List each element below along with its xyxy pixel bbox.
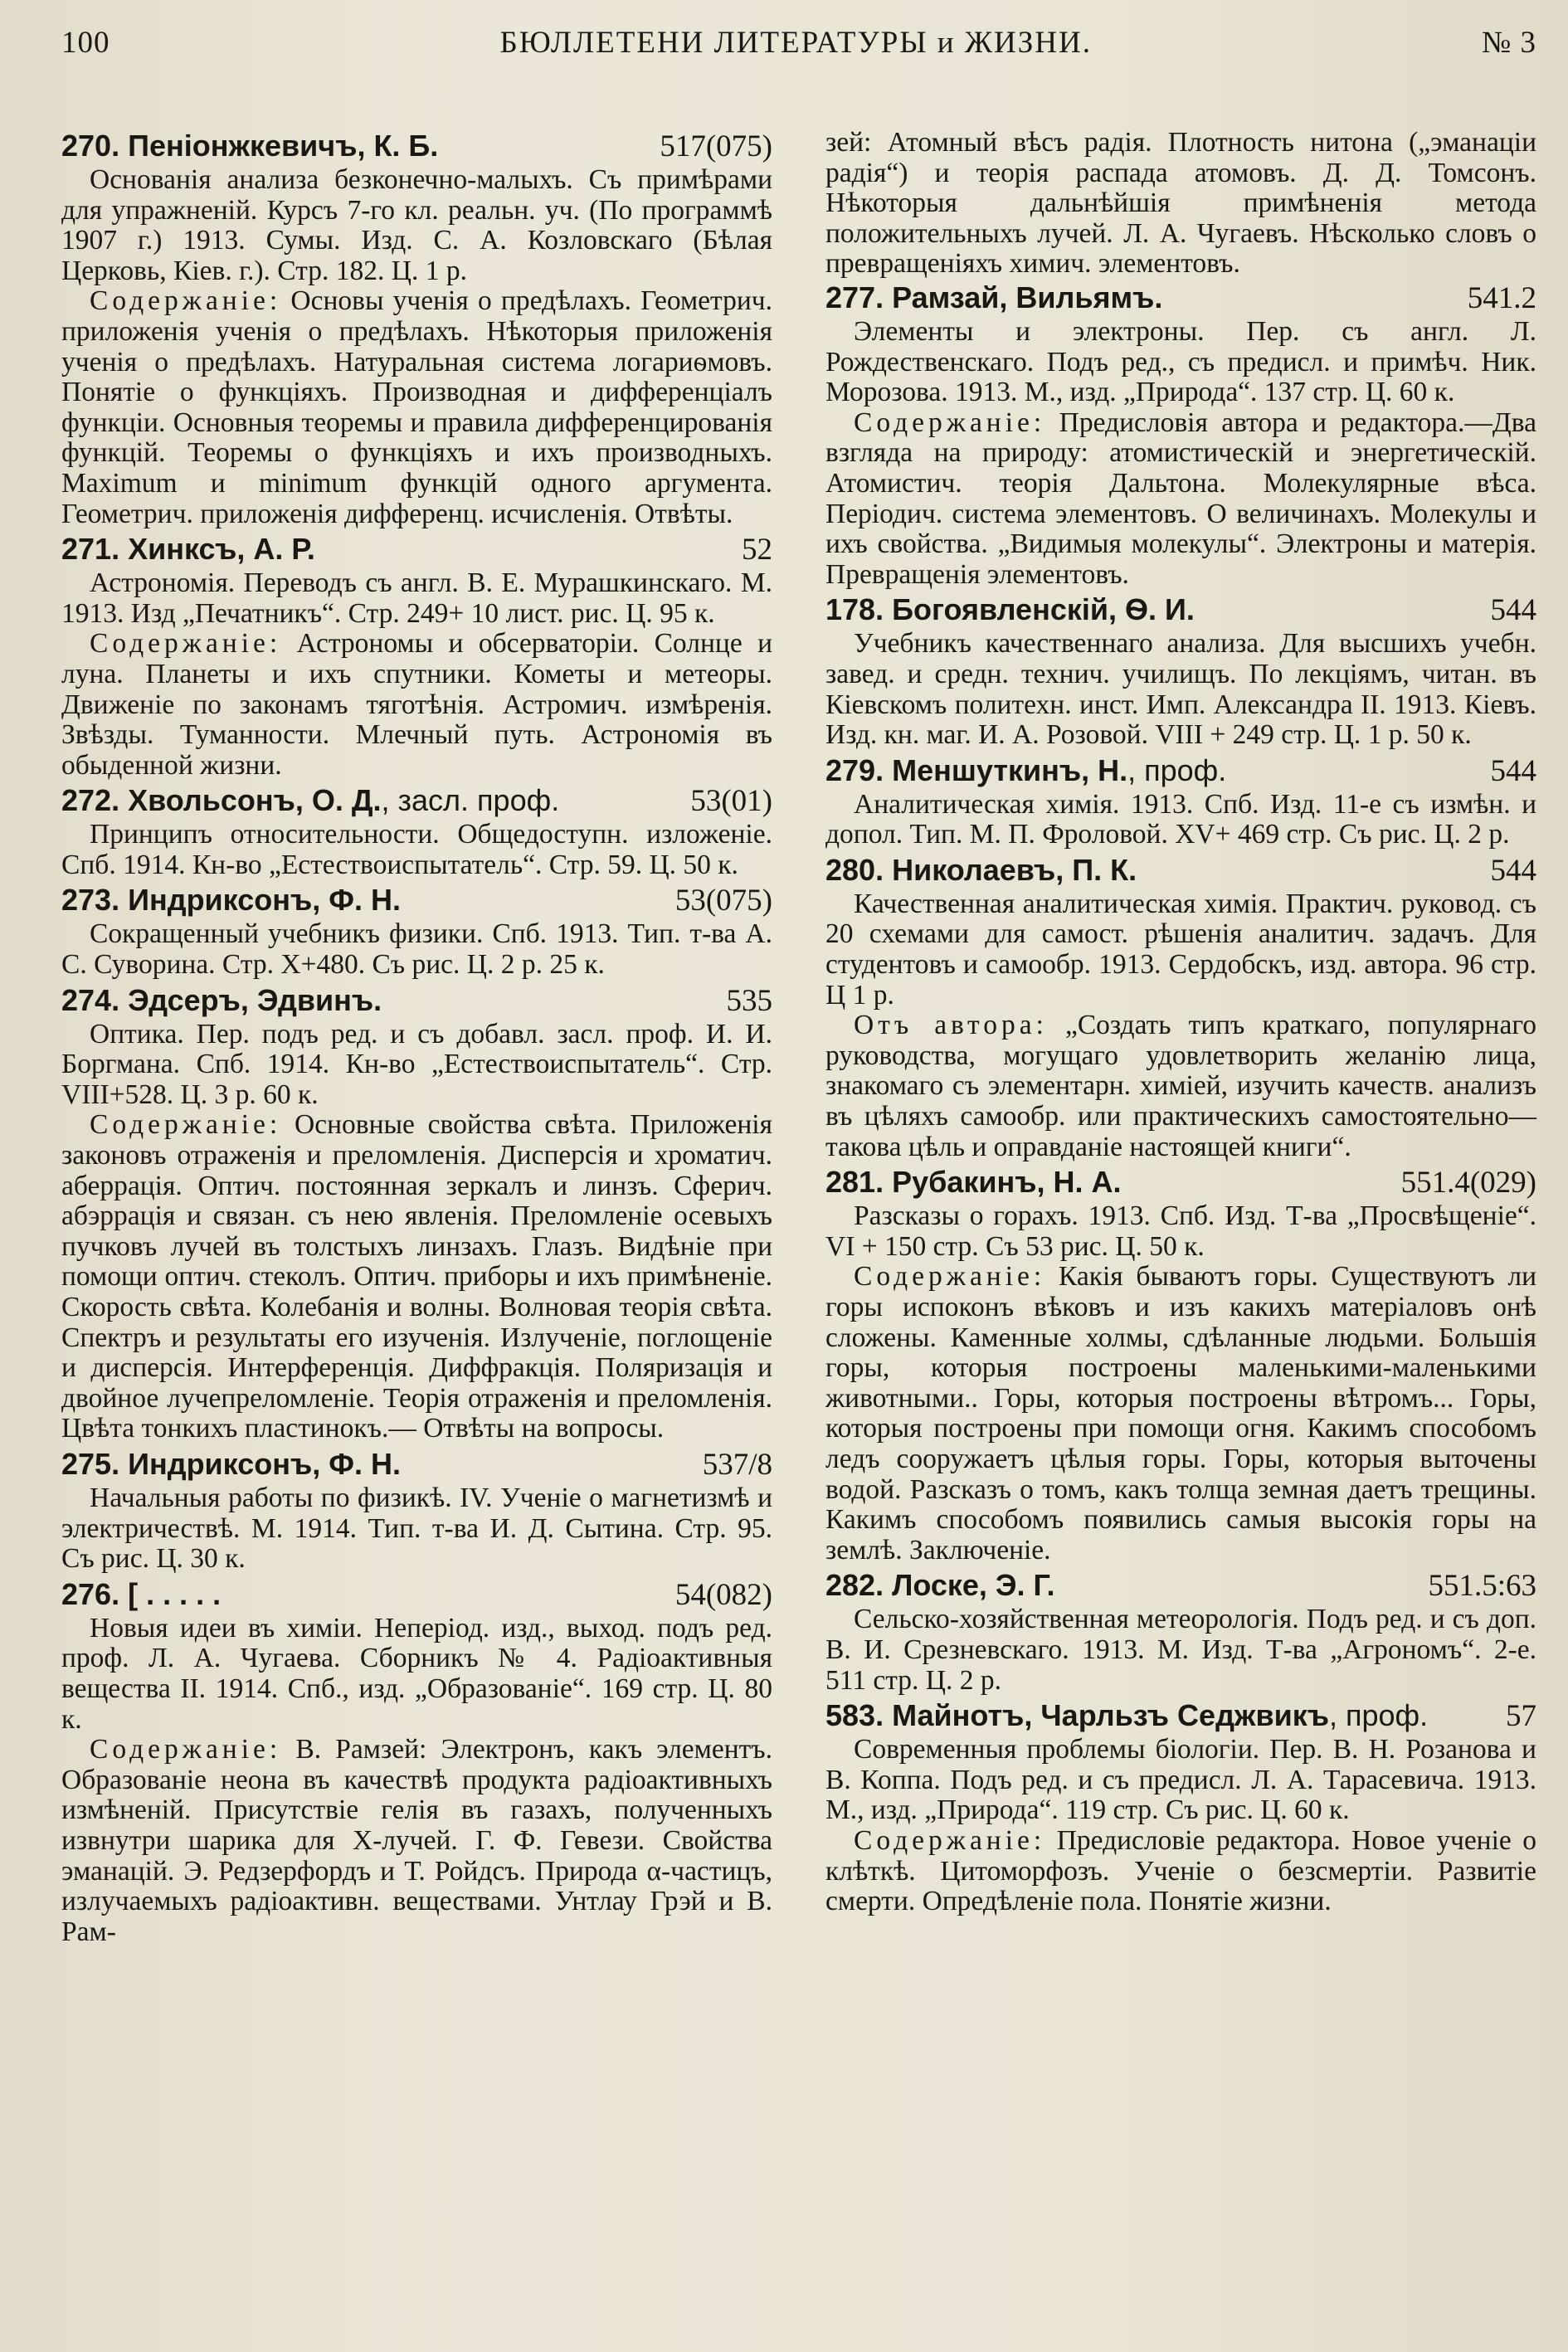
contents-text: Основные свойства свѣта. Приложенія законовъ отраженія и преломленія. Дисперсія и хроматич. аберрація. Оптич. постоянная зеркалъ и линзъ. Сферич. абэррація и связан. съ нею явленія. Преломленіе осевыхъ пучковъ лучей въ толстыхъ линзахъ. Глазъ. Видѣніе при помощи оптич. стеколъ. Оптич. приборы и ихъ примѣненіе. Скорость свѣта. Колебанія и волны. Волновая теорія свѣта. Спектръ и результаты его изученія. Излученіе, поглощеніе и дисперсія. Интерференція. Диффракція. Поляризація и двойное лучепреломленіе. Теорія отраженія и преломленія. Цвѣта тонкихъ пластинокъ.— Отвѣты на вопросы.	[61, 1109, 773, 1444]
entry-author: Пеніонжкевичъ, К. Б.	[128, 129, 439, 163]
entry-author-line	[61, 128, 438, 164]
entry-number: 271.	[61, 532, 120, 567]
contents-text: Предисловія автора и редактора.—Два взгляда на природу: атомистическій и энергетическій. Атомистич. теорія Дальтона. Молекулярные вѣса. Періодич. система элементовъ. О величинахъ. Молекулы и ихъ свойства. „Видимыя молекулы“. Электроны и матерія. Превращенія элементовъ.	[825, 407, 1536, 590]
entry-author: Хвольсонъ, О. Д.	[128, 783, 382, 818]
entry-classification: 54(082)	[674, 1577, 772, 1612]
entry-author: Майнотъ, Чарльзъ Седжвикъ	[892, 1698, 1329, 1733]
entry-description: Принципъ относительности. Общедоступн. изложеніе. Спб. 1914. Кн-во „Естествоиспытатель“. Стр. 59. Ц. 50 к.	[61, 819, 772, 880]
entry-classification: 52	[742, 533, 772, 567]
entry-number: 279.	[825, 752, 884, 787]
entry-heading	[61, 982, 772, 1020]
entry-heading	[825, 280, 1536, 317]
entry-contents	[825, 408, 1536, 591]
catalog-entry	[61, 882, 772, 980]
entry-author: Хинксъ, А. Р.	[128, 532, 315, 567]
entry-author-line	[825, 280, 1162, 316]
entry-description: Качественная аналитическая химія. Практич. руковод. съ 20 схемами для самост. рѣшенія аналитич. задачъ. Для студентовъ и самообр. 1913. Сердобскъ, изд. автора. 96 стр. Ц 1 р.	[825, 888, 1536, 1010]
entry-author-line	[825, 852, 1137, 889]
entry-classification: 544	[1490, 753, 1536, 788]
catalog-entry	[825, 1164, 1536, 1566]
entry-contents	[825, 1826, 1536, 1917]
running-head	[61, 25, 1536, 70]
entry-description: Учебникъ качественнаго анализа. Для высшихъ учебн. завед. и средн. технич. училищъ. По лекціямъ, читан. въ Кіевскомъ политехн. инст. Имп. Александра II. 1913. Кіевъ. Изд. кн. маг. И. А. Розовой. VIII + 249 стр. Ц. 1 р. 50 к.	[825, 628, 1536, 751]
entry-heading	[61, 531, 772, 568]
contents-label: Содержаніе:	[854, 407, 1046, 438]
entry-description: Аналитическая химія. 1913. Спб. Изд. 11-е съ измѣн. и допол. Тип. М. П. Фроловой. XV+ 469 стр. Съ рис. Ц. 2 р.	[825, 788, 1536, 850]
entry-classification: 53(075)	[674, 884, 772, 918]
catalog-entry	[61, 782, 772, 880]
entry-description: Современныя проблемы біологіи. Пер. В. Н. Розанова и В. Коппа. Подъ ред. и съ предисл. Л. А. Тарасевича. 1913. М., изд. „Природа“. 119 стр. Съ рис. Ц. 60 к.	[825, 1734, 1536, 1826]
entry-description: Разсказы о горахъ. 1913. Спб. Изд. Т-ва „Просвѣщеніе“. VI + 150 стр. Съ 53 рис. Ц. 50 к.	[825, 1200, 1536, 1262]
entry-author-line	[61, 882, 401, 918]
catalog-entry	[61, 531, 772, 781]
entry-heading	[825, 1164, 1536, 1201]
entry-author: [ . . . . .	[128, 1576, 222, 1611]
entry-classification: 551.5:63	[1428, 1569, 1536, 1604]
entry-description: Сокращенный учебникъ физики. Спб. 1913. Тип. т-ва А. С. Суворина. Стр. X+480. Съ рис. Ц. 2 р. 25 к.	[61, 918, 772, 981]
contents-label: Содержаніе:	[854, 1824, 1046, 1856]
entry-contents	[61, 629, 772, 781]
entry-number: 273.	[61, 883, 120, 918]
entry-number: 280.	[825, 852, 884, 887]
entry-description: Астрономія. Переводъ съ англ. В. Е. Мурашкинскаго. М. 1913. Изд „Печатникъ“. Стр. 249+ 10 лист. рис. Ц. 95 к.	[61, 567, 772, 629]
entry-classification: 57	[1506, 1699, 1536, 1734]
entry-description: Оптика. Пер. подъ ред. и съ добавл. засл. проф. И. И. Боргмана. Спб. 1914. Кн-во „Естествоиспытатель“. Стр. VIII+528. Ц. 3 р. 60 к.	[61, 1018, 772, 1110]
entry-heading	[825, 592, 1536, 629]
catalog-entry	[825, 592, 1536, 750]
entry-heading	[61, 128, 772, 165]
contents-text: Какія бываютъ горы. Существуютъ ли горы испоконъ вѣковъ и изъ какихъ матеріаловъ онѣ сложены. Каменные холмы, сдѣланные людьми. Большія горы, которыя построены маленькими-маленькими животными.. Горы, которыя построены вѣтромъ... Горы, которыя построены при помощи огня. Какимъ способомъ ледъ сооружаетъ цѣлыя горы. Горы, которыя выточены водой. Разсказъ о томъ, какъ толща земная даетъ трещины. Какимъ способомъ появились самыя высокія горы на землѣ. Заключеніе.	[825, 1261, 1537, 1566]
entry-heading	[825, 752, 1536, 790]
entry-author: Эдсеръ, Эдвинъ.	[128, 982, 382, 1017]
entry-heading	[825, 1567, 1536, 1605]
entry-contents	[61, 1110, 772, 1444]
entry-author-line	[825, 1567, 1054, 1604]
issue-number: № 3	[1481, 26, 1536, 60]
entry-heading	[825, 852, 1536, 889]
contents-label: Содержаніе:	[90, 628, 282, 660]
left-column	[61, 128, 772, 1949]
entry-number: 274.	[61, 982, 120, 1017]
contents-text: Предисловіе редактора. Новое ученіе о клѣткѣ. Цитоморфозъ. Ученіе о безсмертіи. Развитіе смерти. Опредѣленіе пола. Понятіе жизни.	[825, 1824, 1537, 1917]
entry-author-line	[61, 531, 315, 567]
entry-number: 282.	[825, 1568, 884, 1603]
entry-description: Сельско-хозяйственная метеорологія. Подъ ред. и съ доп. В. И. Срезневскаго. 1913. М. Изд. Т-ва „Агрономъ“. 2-е. 511 стр. Ц. 2 р.	[825, 1604, 1536, 1696]
entry-number: 178.	[825, 592, 884, 627]
entry-classification: 551.4(029)	[1400, 1166, 1536, 1200]
entry-description: Начальныя работы по физикѣ. IV. Ученіе о магнетизмѣ и электричествѣ. М. 1914. Тип. т-ва И. Д. Сытина. Стр. 95. Съ рис. Ц. 30 к.	[61, 1482, 772, 1575]
entry-description: Новыя идеи въ химіи. Неперіод. изд., выход. подъ ред. проф. Л. А. Чугаева. Сборникъ № 4. Радіоактивныя вещества II. 1914. Спб., изд. „Образованіе“. 169 стр. Ц. 80 к.	[61, 1612, 772, 1735]
entry-classification: 544	[1490, 593, 1536, 628]
contents-label: Содержаніе:	[90, 285, 282, 317]
entry-description: Элементы и электроны. Пер. съ англ. Л. Рождественскаго. Подъ ред., съ предисл. и примѣч. Ник. Морозова. 1913. М., изд. „Природа“. 137 стр. Ц. 60 к.	[825, 315, 1536, 408]
entry-classification: 535	[726, 983, 772, 1018]
entry-number: 275.	[61, 1446, 120, 1481]
catalog-entry	[825, 1697, 1536, 1917]
entry-description: Основанія анализа безконечно-малыхъ. Съ примѣрами для упражненій. Курсъ 7-го кл. реальн. уч. (По программѣ 1907 г.) 1913. Сумы. Изд. С. А. Козловскаго (Бѣлая Церковь, Кіев. г.). Стр. 182. Ц. 1 р.	[61, 164, 772, 286]
catalog-entry	[825, 752, 1536, 850]
entry-number: 272.	[61, 783, 120, 818]
contents-label: Содержаніе:	[90, 1734, 282, 1765]
entry-classification: 53(01)	[690, 784, 772, 819]
entry-contents	[61, 1735, 772, 1947]
contents-text: В. Рамзей: Электронъ, какъ элементъ. Образованіе неона въ качествѣ продукта радіоактивныхъ измѣненій. Присутствіе гелія въ газахъ, полученныхъ извнутри шарика для Х-лучей. Г. Ф. Гевези. Свойства эманацій. Э. Редзерфордъ и Т. Ройдсъ. Природа α-частицъ, излучаемыхъ радіоактивн. веществами. Унтлау Грэй и В. Рам-	[61, 1734, 773, 1947]
catalog-entry	[825, 280, 1536, 590]
right-column	[825, 128, 1536, 1949]
entry-number: 276.	[61, 1576, 120, 1611]
entry-heading	[61, 1576, 772, 1614]
entry-contents	[825, 1010, 1536, 1162]
entry-author: Богоявленскій, Ѳ. И.	[892, 592, 1195, 627]
entry-contents	[825, 1262, 1536, 1566]
contents-text: „Создать типъ краткаго, популярнаго руководства, могущаго удовлетворить желанію лица, знакомаго съ элементарн. химіей, изучить качеств. анализъ въ цѣляхъ самообр. или практическихъ самостоятельно—такова цѣль и оправданіе настоящей книги“.	[825, 1010, 1537, 1162]
entry-author-line	[61, 982, 382, 1019]
catalog-entry	[61, 982, 772, 1444]
entry-author-note: , засл. проф.	[381, 783, 560, 818]
entry-author-line	[61, 782, 559, 819]
page-number: 100	[61, 26, 110, 60]
entry-author-line	[825, 752, 1226, 789]
entry-author-note: , проф.	[1328, 1698, 1429, 1733]
entry-author: Рамзай, Вильямъ.	[892, 280, 1163, 314]
entry-heading	[61, 1446, 772, 1483]
entry-author: Лоске, Э. Г.	[892, 1568, 1055, 1603]
catalog-entry	[61, 1446, 772, 1575]
entry-author-line	[61, 1446, 401, 1483]
catalog-entry	[61, 128, 772, 529]
entry-author: Рубакинъ, Н. А.	[892, 1165, 1122, 1200]
catalog-entry	[825, 852, 1536, 1162]
entry-number: 277.	[825, 280, 884, 314]
entry-number: 583.	[825, 1698, 884, 1733]
catalog-entry	[61, 1576, 772, 1948]
entry-classification: 517(075)	[660, 129, 772, 163]
entry-author-line	[825, 1697, 1428, 1734]
entry-author: Николаевъ, П. К.	[892, 852, 1137, 887]
entry-classification: 544	[1490, 853, 1536, 888]
contents-label: Отъ автора:	[854, 1010, 1048, 1041]
entry-heading	[61, 782, 772, 820]
contents-label: Содержаніе:	[90, 1109, 282, 1141]
entry-number: 281.	[825, 1165, 884, 1200]
entry-author: Индриксонъ, Ф. Н.	[128, 1446, 401, 1481]
entry-classification: 541.2	[1467, 280, 1536, 315]
entry-author-line	[825, 1164, 1122, 1200]
entry-contents	[61, 286, 772, 529]
entry-author-line	[825, 592, 1195, 628]
journal-title: БЮЛЛЕТЕНИ ЛИТЕРАТУРЫ и ЖИЗНИ.	[499, 26, 1092, 60]
entry-author-note: , проф.	[1127, 752, 1227, 787]
entry-heading	[825, 1697, 1536, 1735]
entry-author-line	[61, 1576, 221, 1613]
entry-heading	[61, 882, 772, 919]
columns	[61, 128, 1536, 1949]
entry-author: Меншуткинъ, Н.	[892, 752, 1128, 787]
entry-number: 270.	[61, 129, 120, 163]
contents-text: Основы ученія о предѣлахъ. Геометрич. приложенія ученія о предѣлахъ. Нѣкоторыя приложенія ученія о предѣлахъ. Натуральная система логариѳмовъ. Понятіе о функціяхъ. Производная и дифференціалъ функціи. Основныя теоремы и правила дифференцированія функцій. Теоремы о функціяхъ и ихъ производныхъ. Maximum и minimum функцій одного аргумента. Геометрич. приложенія дифференц. исчисленія. Отвѣты.	[61, 285, 772, 529]
entry-classification: 537/8	[702, 1447, 772, 1482]
catalog-entry	[825, 1567, 1536, 1696]
contents-text: Астрономы и обсерваторіи. Солнце и луна. Планеты и ихъ спутники. Кометы и метеоры. Движеніе по законамъ тяготѣнія. Астромич. измѣренія. Звѣзды. Туманности. Млечный путь. Астрономія въ обыденной жизни.	[61, 628, 772, 781]
contents-label: Содержаніе:	[854, 1261, 1046, 1293]
continued-text: зей: Атомный вѣсъ радія. Плотность нитона („эманаціи радія“) и теорія распада атомовъ. Д. Д. Томсонъ. Нѣкоторыя дальнѣйшія примѣненія метода положительныхъ лучей. Л. А. Чугаевъ. Нѣсколько словъ о превращеніяхъ химич. элементовъ.	[825, 127, 1536, 280]
entry-author: Индриксонъ, Ф. Н.	[128, 883, 401, 918]
